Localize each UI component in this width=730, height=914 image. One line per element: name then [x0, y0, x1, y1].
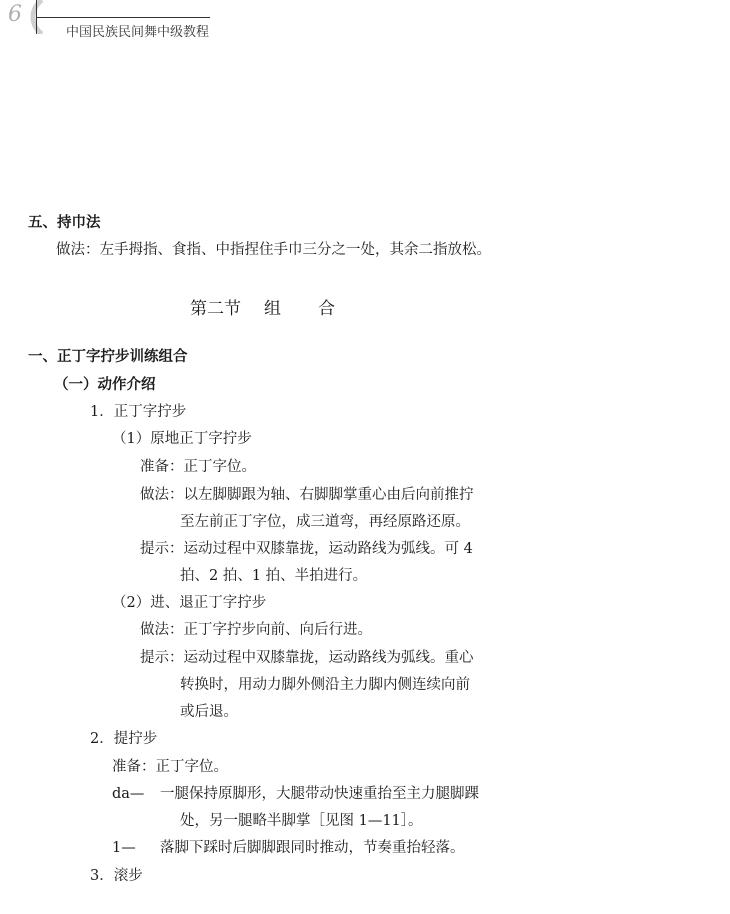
- item1-sub1-method-line2: 至左前正丁字位，成三道弯，再经原路还原。: [180, 514, 470, 530]
- item1-sub2-tip-line2: 转换时，用动力脚外侧沿主力脚内侧连续向前: [180, 677, 470, 693]
- item2-beat-da-line2: 处，另一腿略半脚掌［见图 1—11］。: [180, 813, 423, 829]
- running-header-book-title: 中国民族民间舞中级教程: [66, 25, 210, 40]
- item2-title: 2．提拧步: [90, 731, 158, 747]
- item1-sub2-method: 做法：正丁字拧步向前、向后行进。: [140, 622, 372, 638]
- section-heading-hold-handkerchief: 五、持巾法: [28, 215, 101, 231]
- section-title-part3: 合: [318, 299, 335, 319]
- item2-beat-da-label: da—: [112, 786, 145, 802]
- item1-sub1-tip-line1: 提示：运动过程中双膝靠拢，运动路线为弧线。可 4: [140, 541, 473, 557]
- item1-sub2-tip-line1: 提示：运动过程中双膝靠拢，运动路线为弧线。重心: [140, 650, 474, 666]
- page-number: 6: [8, 2, 22, 27]
- hold-handkerchief-method: 做法：左手拇指、食指、中指捏住手巾三分之一处，其余二指放松。: [56, 242, 491, 258]
- item1-sub1-prep: 准备：正丁字位。: [140, 459, 256, 475]
- item1-sub1-method-line1: 做法：以左脚脚跟为轴、右脚脚掌重心由后向前推拧: [140, 487, 474, 503]
- item2-beat-1-label: 1—: [112, 840, 136, 856]
- sub-heading-movement-intro: （一）动作介绍: [54, 377, 156, 393]
- item1-sub2-title: （2）进、退正丁字拧步: [112, 595, 267, 611]
- item1-sub1-tip-line2: 拍、2 拍、1 拍、半拍进行。: [180, 568, 368, 584]
- section-title-part1: 第二节: [190, 299, 241, 319]
- item1-sub1-title: （1）原地正丁字拧步: [112, 431, 252, 447]
- item2-beat-1-text: 落脚下踩时后脚脚跟同时推动，节奏重抬轻落。: [160, 840, 465, 856]
- item1-title: 1．正丁字拧步: [90, 404, 187, 420]
- section-title-part2: 组: [264, 299, 281, 319]
- item2-prep: 准备：正丁字位。: [112, 759, 228, 775]
- header-horizontal-rule: [36, 17, 210, 18]
- part-heading-step-combination: 一、正丁字拧步训练组合: [28, 349, 188, 365]
- item1-sub2-tip-line3: 或后退。: [180, 704, 238, 720]
- item3-title: 3．滚步: [90, 868, 143, 884]
- item2-beat-da-line1: 一腿保持原脚形，大腿带动快速重抬至主力腿脚踝: [160, 786, 479, 802]
